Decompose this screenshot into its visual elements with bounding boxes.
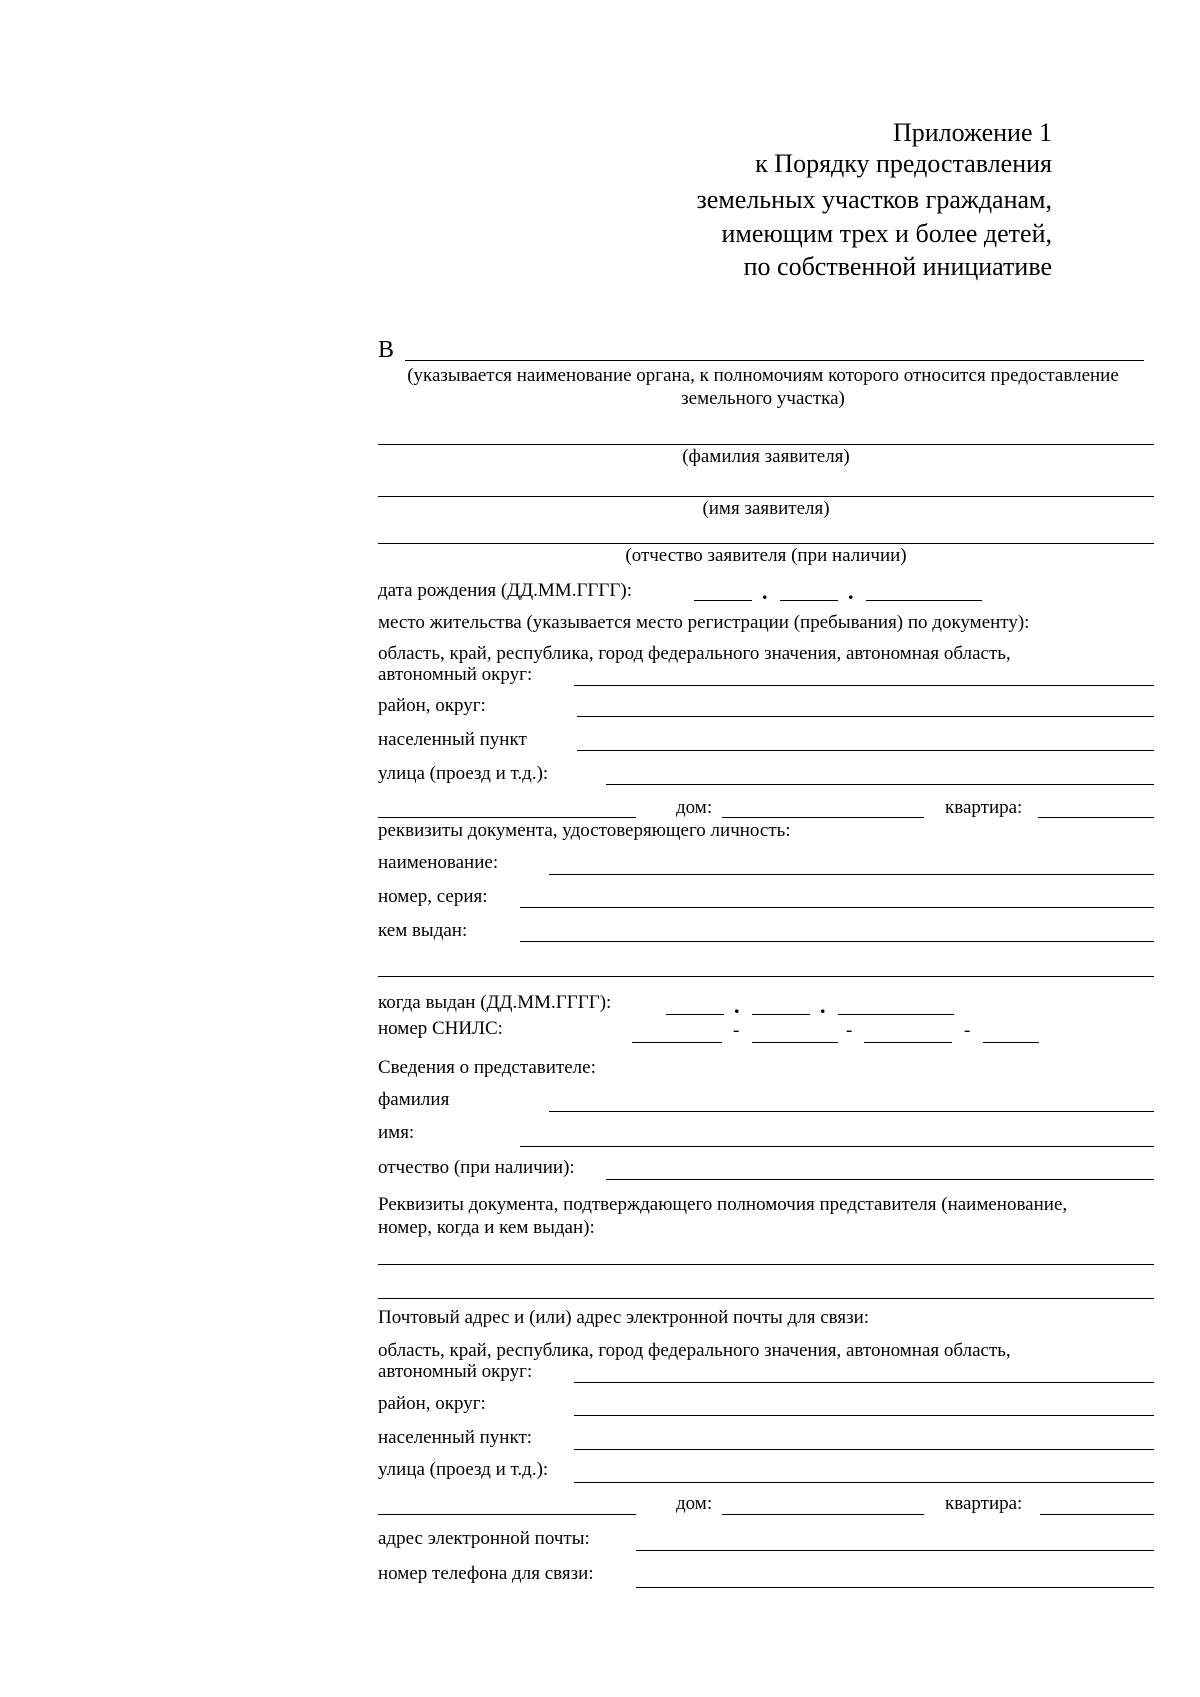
birth-day-field[interactable]: [694, 600, 752, 601]
rep-name-label: имя:: [378, 1122, 415, 1143]
phone-field[interactable]: [636, 1587, 1154, 1588]
rep-authority-doc-field[interactable]: [378, 1264, 1154, 1265]
rep-surname-field[interactable]: [549, 1111, 1154, 1112]
contact-title: Почтовый адрес и (или) адрес электронной почты для связи:: [378, 1307, 870, 1328]
phone-label: номер телефона для связи:: [378, 1563, 594, 1584]
surname-hint: (фамилия заявителя): [682, 446, 850, 467]
contact-street-field[interactable]: [574, 1482, 1154, 1483]
rep-authority-doc-field-2[interactable]: [378, 1298, 1154, 1299]
snils-separator: -: [733, 1020, 740, 1041]
street-label: улица (проезд и т.д.):: [378, 763, 549, 784]
house-field[interactable]: [722, 817, 924, 818]
snils-separator: -: [964, 1020, 971, 1041]
snils-separator: -: [846, 1020, 853, 1041]
street-field[interactable]: [606, 784, 1154, 785]
contact-settlement-field[interactable]: [574, 1449, 1154, 1450]
house-label: дом:: [676, 797, 713, 818]
issue-month-field[interactable]: [752, 1014, 810, 1015]
birth-month-field[interactable]: [780, 600, 838, 601]
appendix-ref-line-2: к Порядку предоставления: [755, 149, 1052, 178]
contact-district-label: район, округ:: [378, 1393, 486, 1414]
appendix-number: Приложение 1: [892, 118, 1052, 147]
name-hint: (имя заявителя): [702, 498, 830, 519]
snils-part-3-field[interactable]: [864, 1042, 952, 1043]
identity-doc-issuer-label: кем выдан:: [378, 920, 468, 941]
snils-label: номер СНИЛС:: [378, 1018, 503, 1039]
birth-date-label: дата рождения (ДД.ММ.ГГГГ):: [378, 580, 632, 601]
rep-patronymic-label: отчество (при наличии):: [378, 1157, 575, 1178]
identity-doc-name-label: наименование:: [378, 852, 499, 873]
name-field[interactable]: [378, 496, 1154, 497]
region-label-line-2: автономный округ:: [378, 664, 533, 685]
contact-settlement-label: населенный пункт:: [378, 1427, 533, 1448]
patronymic-field[interactable]: [378, 543, 1154, 544]
representative-title: Сведения о представителе:: [378, 1057, 596, 1078]
date-separator: .: [820, 993, 826, 1018]
apartment-label: квартира:: [945, 797, 1023, 818]
identity-doc-number-field[interactable]: [520, 907, 1154, 908]
rep-patronymic-field[interactable]: [606, 1179, 1154, 1180]
rep-authority-doc-label-1: Реквизиты документа, подтверждающего полномочия представителя (наименование,: [378, 1194, 1068, 1215]
appendix-ref-line-4: имеющим трех и более детей,: [721, 219, 1052, 248]
district-label: район, округ:: [378, 695, 486, 716]
appendix-ref-line-5: по собственной инициативе: [743, 252, 1052, 281]
street-continuation-field[interactable]: [378, 817, 636, 818]
identity-doc-title: реквизиты документа, удостоверяющего личность:: [378, 820, 791, 841]
district-field[interactable]: [577, 716, 1154, 717]
settlement-field[interactable]: [577, 750, 1154, 751]
patronymic-hint: (отчество заявителя (при наличии): [625, 545, 907, 566]
recipient-prefix: В: [378, 337, 395, 363]
identity-doc-number-label: номер, серия:: [378, 886, 488, 907]
email-label: адрес электронной почты:: [378, 1528, 590, 1549]
contact-apartment-field[interactable]: [1040, 1514, 1154, 1515]
appendix-ref-line-3: земельных участков гражданам,: [696, 185, 1052, 214]
contact-district-field[interactable]: [574, 1415, 1154, 1416]
recipient-hint-line-2: земельного участка): [681, 388, 845, 409]
residence-label: место жительства (указывается место регистрации (пребывания) по документу):: [378, 612, 1030, 633]
apartment-field[interactable]: [1038, 817, 1154, 818]
birth-year-field[interactable]: [866, 600, 982, 601]
contact-apartment-label: квартира:: [945, 1493, 1023, 1514]
rep-name-field[interactable]: [520, 1146, 1154, 1147]
email-field[interactable]: [636, 1550, 1154, 1551]
contact-region-field[interactable]: [574, 1382, 1154, 1383]
surname-field[interactable]: [378, 444, 1154, 445]
contact-region-label-line-2: автономный округ:: [378, 1361, 533, 1382]
contact-region-label-line-1: область, край, республика, город федерального значения, автономная область,: [378, 1340, 1011, 1361]
contact-street-label: улица (проезд и т.д.):: [378, 1459, 549, 1480]
snils-part-4-field[interactable]: [983, 1042, 1039, 1043]
issue-day-field[interactable]: [666, 1014, 724, 1015]
region-field[interactable]: [574, 685, 1154, 686]
identity-doc-name-field[interactable]: [549, 874, 1154, 875]
issue-year-field[interactable]: [838, 1014, 954, 1015]
identity-doc-issuer-field-2[interactable]: [378, 976, 1154, 977]
snils-part-2-field[interactable]: [752, 1042, 838, 1043]
region-label-line-1: область, край, республика, город федерального значения, автономная область,: [378, 643, 1011, 664]
rep-surname-label: фамилия: [378, 1089, 450, 1110]
contact-street-continuation-field[interactable]: [378, 1514, 636, 1515]
date-separator: .: [762, 579, 768, 604]
date-separator: .: [848, 579, 854, 604]
recipient-hint-line-1: (указывается наименование органа, к полномочиям которого относится предоставление: [407, 365, 1119, 386]
rep-authority-doc-label-2: номер, когда и кем выдан):: [378, 1217, 595, 1238]
identity-doc-issuer-field[interactable]: [520, 941, 1154, 942]
date-separator: .: [734, 993, 740, 1018]
issue-date-label: когда выдан (ДД.ММ.ГГГГ):: [378, 992, 612, 1013]
settlement-label: населенный пункт: [378, 729, 527, 750]
recipient-organ-field[interactable]: [405, 360, 1144, 361]
contact-house-field[interactable]: [722, 1514, 924, 1515]
snils-part-1-field[interactable]: [632, 1042, 722, 1043]
contact-house-label: дом:: [676, 1493, 713, 1514]
